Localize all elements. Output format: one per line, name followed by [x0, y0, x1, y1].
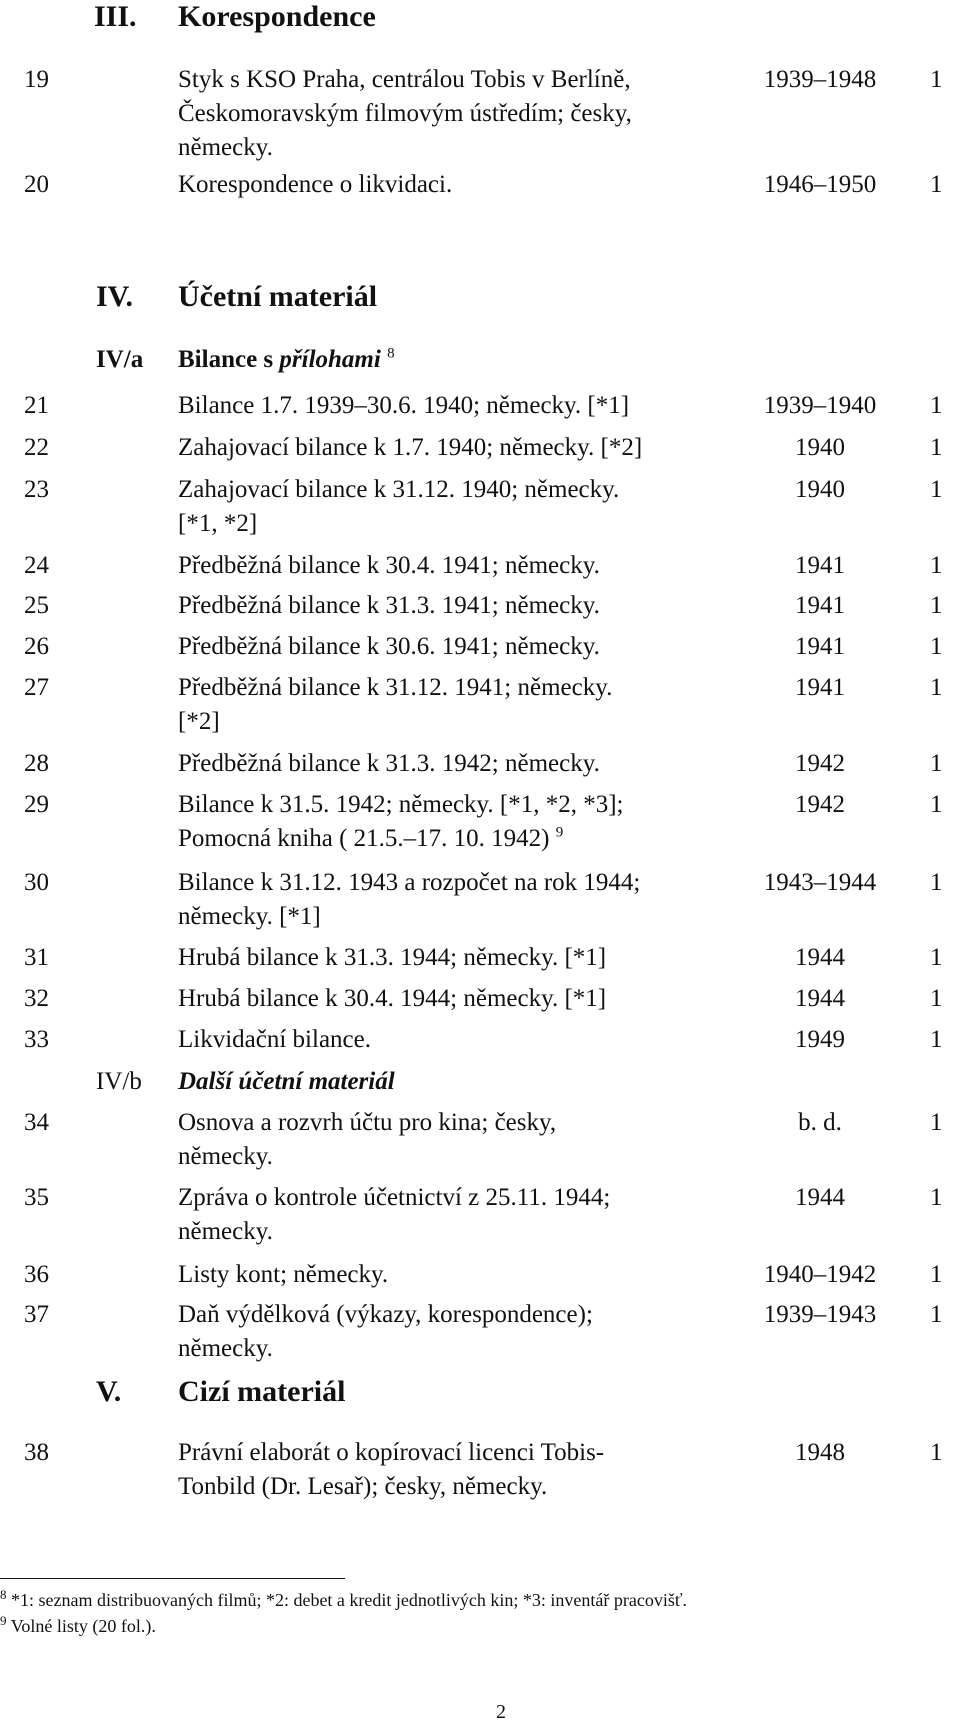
row-description-line: Předběžná bilance k 30.6. 1941; německy. — [178, 633, 600, 660]
row-number: 29 — [24, 791, 49, 818]
row-count: 1 — [930, 592, 943, 619]
row-description-line: Předběžná bilance k 30.4. 1941; německy. — [178, 552, 600, 579]
row-description-line: Styk s KSO Praha, centrálou Tobis v Berlíně, — [178, 66, 631, 93]
footnote-text: Volné listy (20 fol.). — [10, 1616, 156, 1636]
row-number: 19 — [24, 66, 49, 93]
row-count: 1 — [930, 985, 943, 1012]
row-years: 1946–1950 — [763, 171, 877, 198]
row-number: 24 — [24, 552, 49, 579]
row-count: 1 — [930, 171, 943, 198]
footnote — [0, 1588, 687, 1612]
subsection-title-iva — [178, 343, 395, 377]
row-count: 1 — [930, 476, 943, 503]
row-count: 1 — [930, 674, 943, 701]
row-description-line: Hrubá bilance k 31.3. 1944; německy. [*1] — [178, 944, 607, 971]
row-number: 20 — [24, 171, 49, 198]
row-count: 1 — [930, 1109, 943, 1136]
row-years: 1944 — [795, 985, 845, 1012]
row-description-line: Předběžná bilance k 31.12. 1941; německy. — [178, 674, 613, 701]
row-number: 23 — [24, 476, 49, 503]
row-years: 1939–1940 — [763, 392, 877, 419]
row-number: 26 — [24, 633, 49, 660]
section-title-iv: Účetní materiál — [178, 280, 378, 313]
footnote-ref: 9 — [555, 824, 564, 841]
row-description-text: Pomocná kniha ( 21.5.–17. 10. 1942) — [178, 825, 550, 852]
row-years: 1941 — [795, 674, 845, 701]
row-count: 1 — [930, 392, 943, 419]
row-number: 36 — [24, 1261, 49, 1288]
row-years: 1944 — [795, 944, 845, 971]
row-count: 1 — [930, 869, 943, 896]
row-description-line: Bilance k 31.12. 1943 a rozpočet na rok 1944; — [178, 869, 641, 896]
section-numeral-iii: III. — [94, 0, 137, 33]
row-years: 1949 — [795, 1026, 845, 1053]
row-description-line: německy. — [178, 1335, 273, 1362]
subsection-numeral-ivb: IV/b — [96, 1068, 142, 1095]
section-numeral-iv: IV. — [96, 280, 133, 313]
footnote — [0, 1614, 156, 1638]
row-number: 33 — [24, 1026, 49, 1053]
row-description-line: Listy kont; německy. — [178, 1261, 389, 1288]
row-years: 1940 — [795, 434, 845, 461]
footnote-mark: 9 — [0, 1613, 7, 1628]
row-years: 1948 — [795, 1439, 845, 1466]
row-years: b. d. — [798, 1109, 842, 1136]
row-number: 38 — [24, 1439, 49, 1466]
footnote-mark: 8 — [0, 1587, 7, 1602]
section-numeral-v: V. — [96, 1375, 122, 1408]
footnote-ref: 8 — [387, 345, 395, 362]
row-number: 35 — [24, 1184, 49, 1211]
section-title-v: Cizí materiál — [178, 1375, 346, 1408]
row-description-line: Zahajovací bilance k 1.7. 1940; německy. [*2] — [178, 434, 643, 461]
row-years: 1941 — [795, 552, 845, 579]
row-description-line: [*1, *2] — [178, 510, 258, 537]
row-years: 1940 — [795, 476, 845, 503]
row-number: 22 — [24, 434, 49, 461]
footnote-text: *1: seznam distribuovaných filmů; *2: debet a kredit jednotlivých kin; *3: inventář pracovišť. — [11, 1590, 688, 1610]
row-description-line: Osnova a rozvrh účtu pro kina; česky, — [178, 1109, 557, 1136]
row-count: 1 — [930, 750, 943, 777]
row-description-line: německy. — [178, 1143, 273, 1170]
row-years: 1939–1948 — [763, 66, 877, 93]
row-description-line: Předběžná bilance k 31.3. 1941; německy. — [178, 592, 600, 619]
row-number: 28 — [24, 750, 49, 777]
row-description-line-with-ref — [178, 822, 563, 856]
subsection-title-italic: přílohami — [279, 346, 381, 373]
subsection-title-ivb: Další účetní materiál — [178, 1068, 395, 1095]
row-years: 1941 — [795, 592, 845, 619]
row-description-line: Hrubá bilance k 30.4. 1944; německy. [*1] — [178, 985, 607, 1012]
row-description-line: Tonbild (Dr. Lesař); česky, německy. — [178, 1473, 548, 1500]
row-description-line: Zahajovací bilance k 31.12. 1940; německy. — [178, 476, 620, 503]
row-description-line: Korespondence o likvidaci. — [178, 171, 453, 198]
row-count: 1 — [930, 66, 943, 93]
row-count: 1 — [930, 1026, 943, 1053]
row-count: 1 — [930, 1301, 943, 1328]
row-years: 1941 — [795, 633, 845, 660]
row-years: 1939–1943 — [763, 1301, 877, 1328]
row-number: 25 — [24, 592, 49, 619]
row-count: 1 — [930, 1261, 943, 1288]
row-description-line: Likvidační bilance. — [178, 1026, 371, 1053]
section-title-iii: Korespondence — [178, 0, 376, 33]
row-number: 37 — [24, 1301, 49, 1328]
row-number: 27 — [24, 674, 49, 701]
row-description-line: německy. — [178, 134, 273, 161]
row-count: 1 — [930, 434, 943, 461]
row-description-line: německy. — [178, 1218, 273, 1245]
row-years: 1942 — [795, 791, 845, 818]
row-description-line: [*2] — [178, 708, 220, 735]
row-number: 32 — [24, 985, 49, 1012]
footnote-separator — [0, 1578, 345, 1579]
row-description-line: Právní elaborát o kopírovací licenci Tobis- — [178, 1439, 605, 1466]
row-years: 1944 — [795, 1184, 845, 1211]
row-count: 1 — [930, 633, 943, 660]
row-number: 30 — [24, 869, 49, 896]
row-description-line: Daň výdělková (výkazy, korespondence); — [178, 1301, 593, 1328]
row-years: 1943–1944 — [763, 869, 877, 896]
row-count: 1 — [930, 552, 943, 579]
row-count: 1 — [930, 1184, 943, 1211]
row-description-line: Bilance 1.7. 1939–30.6. 1940; německy. [*1] — [178, 392, 630, 419]
subsection-numeral-iva: IV/a — [96, 346, 144, 373]
row-description-line: německy. [*1] — [178, 903, 321, 930]
row-years: 1940–1942 — [763, 1261, 877, 1288]
row-description-line: Bilance k 31.5. 1942; německy. [*1, *2, *3]; — [178, 791, 624, 818]
row-description-line: Českomoravským filmovým ústředím; česky, — [178, 100, 632, 127]
row-years: 1942 — [795, 750, 845, 777]
row-number: 31 — [24, 944, 49, 971]
row-count: 1 — [930, 1439, 943, 1466]
row-description-line: Předběžná bilance k 31.3. 1942; německy. — [178, 750, 600, 777]
subsection-title-plain: Bilance s — [178, 346, 280, 373]
page-number: 2 — [496, 1701, 506, 1723]
row-number: 34 — [24, 1109, 49, 1136]
row-description-line: Zpráva o kontrole účetnictví z 25.11. 1944; — [178, 1184, 611, 1211]
row-number: 21 — [24, 392, 49, 419]
row-count: 1 — [930, 791, 943, 818]
row-count: 1 — [930, 944, 943, 971]
